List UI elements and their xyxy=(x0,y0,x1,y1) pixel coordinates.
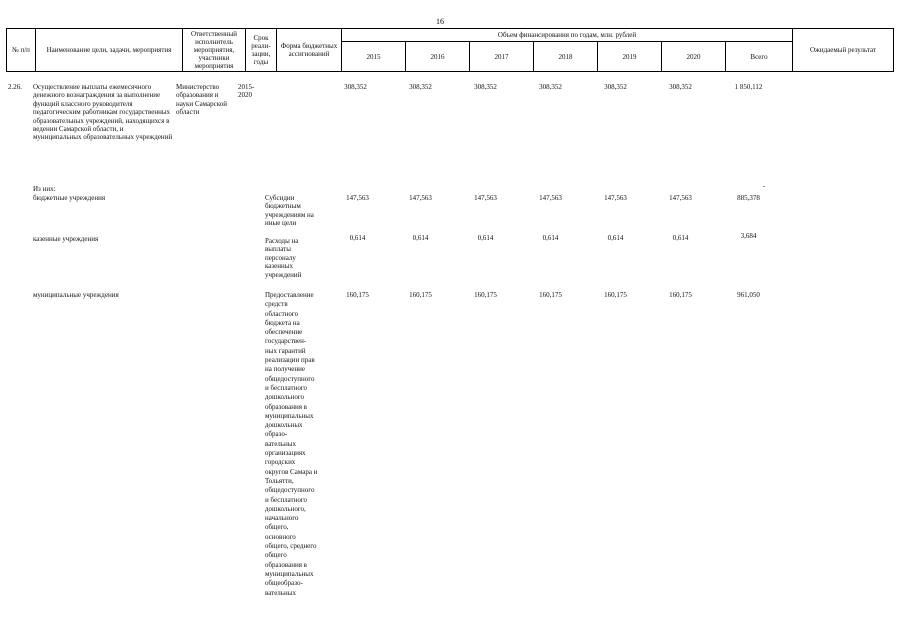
row-term: 2015- 2020 xyxy=(238,83,255,100)
subrow-value: 160,175 xyxy=(474,291,497,299)
header-year: 2016 xyxy=(406,42,470,72)
header-year: 2018 xyxy=(534,42,598,72)
page-number: 16 xyxy=(436,17,444,26)
value-2019: 308,352 xyxy=(604,83,627,91)
subrow-value: 147,563 xyxy=(474,194,497,202)
row-number: 2.26. xyxy=(8,83,22,91)
subrow-value: 160,175 xyxy=(539,291,562,299)
header-year: 2015 xyxy=(342,42,406,72)
subrow-value: 147,563 xyxy=(409,194,432,202)
subrow-form: Расходы на выплаты персоналу казенных учреждений xyxy=(265,237,302,279)
subrow-value: 0,614 xyxy=(607,234,624,242)
subrow-value: 0,614 xyxy=(349,234,366,242)
row-name: Осуществление выплаты ежемесячного денежного вознаграждения за выполнение функций классного руководителя педагогическим работникам государственных образовательных учреждений, находящихся в ведении Самарской области, и муниципальных образовательных учреждений xyxy=(33,83,173,142)
header-total: Всего xyxy=(726,42,793,72)
subrow-name: бюджетные учреждения xyxy=(33,194,106,202)
subrow-value: 160,175 xyxy=(346,291,369,299)
header-year: 2019 xyxy=(598,42,662,72)
subrow-value: 0,614 xyxy=(477,234,494,242)
budget-table-header xyxy=(6,28,894,72)
dash-mark: - xyxy=(763,182,766,190)
subrow-total: 885,378 xyxy=(737,194,760,202)
of-them-label: Из них: xyxy=(33,185,56,193)
header-financing: Объем финансирования по годам, млн. рублей xyxy=(342,29,793,42)
value-2016: 308,352 xyxy=(409,83,432,91)
header-responsible: Ответственный исполнитель мероприятия, участники мероприятия xyxy=(183,29,246,72)
row-responsible: Министерство образования и науки Самарской области xyxy=(176,83,228,117)
header-form: Форма бюджетных ассигнований xyxy=(277,29,342,72)
subrow-value: 160,175 xyxy=(669,291,692,299)
subrow-form: Субсидии бюджетным учреждениям на иные цели xyxy=(265,194,314,228)
subrow-total: 961,050 xyxy=(737,291,760,299)
value-2015: 308,352 xyxy=(344,83,367,91)
header-result: Ожидаемый результат xyxy=(793,29,894,72)
subrow-value: 147,563 xyxy=(539,194,562,202)
subrow-value: 147,563 xyxy=(604,194,627,202)
subrow-value: 0,614 xyxy=(542,234,559,242)
value-2020: 308,352 xyxy=(669,83,692,91)
subrow-value: 160,175 xyxy=(604,291,627,299)
subrow-name: казенные учреждения xyxy=(33,235,99,243)
subrow-value: 147,563 xyxy=(669,194,692,202)
header-num: № п/п xyxy=(7,29,36,72)
value-2017: 308,352 xyxy=(474,83,497,91)
subrow-total: 3,684 xyxy=(740,232,757,240)
subrow-value: 0,614 xyxy=(672,234,689,242)
header-year: 2017 xyxy=(470,42,534,72)
header-year: 2020 xyxy=(662,42,726,72)
value-2018: 308,352 xyxy=(539,83,562,91)
header-name: Наименование цели, задачи, мероприятия xyxy=(36,29,183,72)
subrow-name: муниципальные учреждения xyxy=(33,291,119,299)
header-term: Срок реали-зации, годы xyxy=(246,29,277,72)
subrow-value: 147,563 xyxy=(346,194,369,202)
subrow-form: Предоставление средств областного бюджета на обеспечение государствен- ных гарантий реализации прав на получение общедоступного и бесплатного дошкольного образования в муниципальных дошкольных образо- вательных организациях городских округов Самара и Тольятти, общедоступного и бесплатного дошкольного, начального общего, основного общего, среднего общего образования в муниципальных общеобразо- вательных xyxy=(265,291,318,597)
subrow-value: 160,175 xyxy=(409,291,432,299)
value-total: 1 850,112 xyxy=(734,83,763,91)
subrow-value: 0,614 xyxy=(412,234,429,242)
